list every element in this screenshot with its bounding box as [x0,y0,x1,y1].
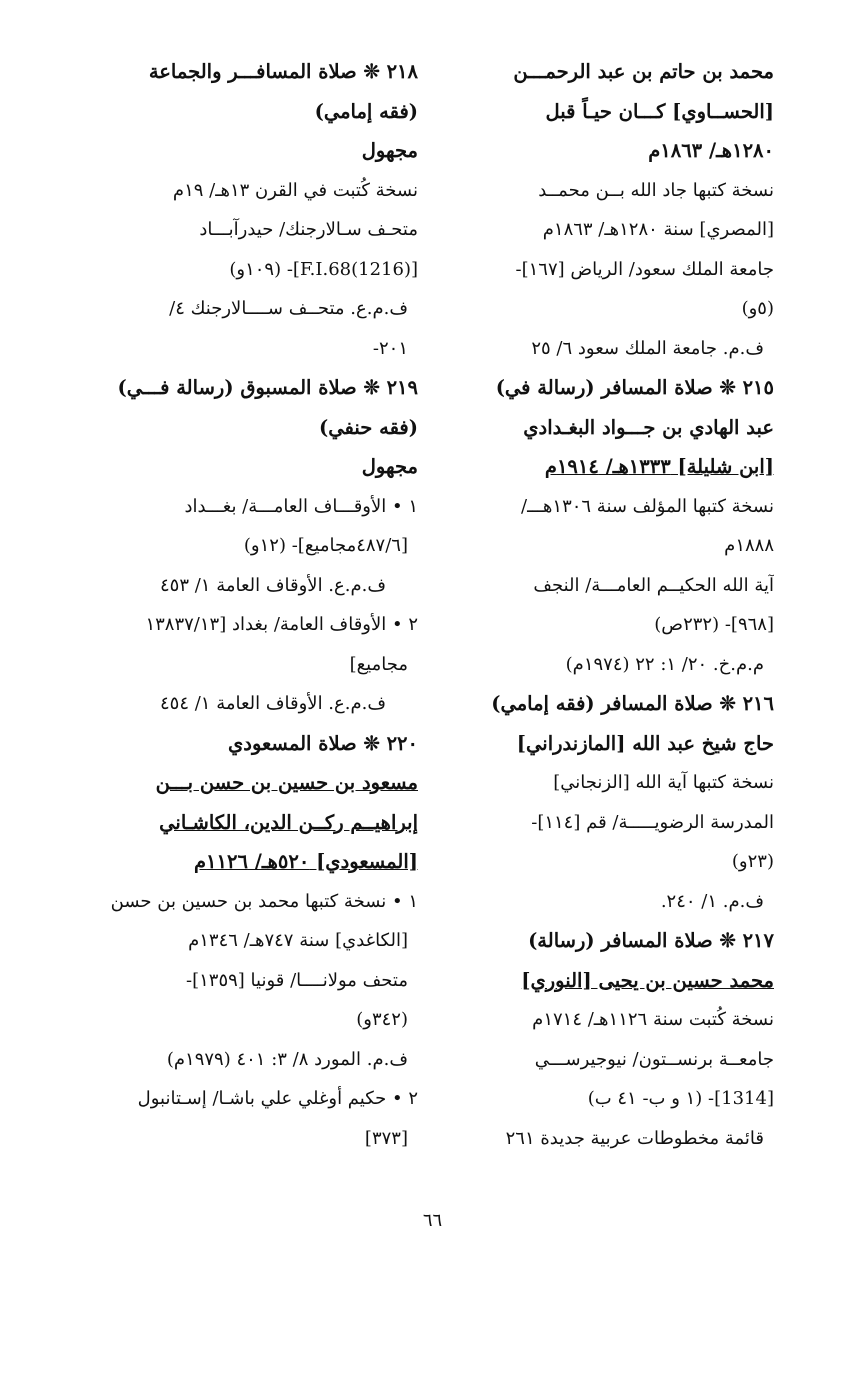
text-line: متحف مولانــــا/ قونيا [١٣٥٩]- [186,969,408,991]
text-line: [ابن شليلة] ١٣٣٣هـ/ ١٩١٤م [544,455,774,478]
text-line: ف.م.ع. الأوقاف العامة ١/ ٤٥٣ [159,574,386,596]
text-line: نسخة كتبها المؤلف سنة ١٣٠٦هـــ/ [521,495,774,517]
text-line: مجهول [361,139,418,162]
text-line: ١ • نسخة كتبها محمد بن حسين بن حسن [110,890,418,912]
text-line: [المسعودي] ٥٢٠هـ/ ١١٢٦م [193,850,418,873]
text-line: إبراهيــم ركــن الدين، الكاشـاني [159,810,418,834]
text-line: ٢١٧ ❊ صلاة المسافر (رسالة) [528,929,774,952]
text-line: ٢١٩ ❊ صلاة المسبوق (رسالة فـــي) [117,376,418,399]
text-line: محمد بن حاتم بن عبد الرحمـــن [513,60,774,83]
text-line: نسخة كتبها آية الله [الزنجاني] [553,772,774,793]
text-line: حاج شيخ عبد الله [المازندراني] [516,731,774,755]
text-line: جامعة الملك سعود/ الرياض [١٦٧]- [515,258,774,280]
text-line: (٥و) [741,298,774,319]
text-line: نسخة كُتبت في القرن ١٣هـ/ ١٩م [172,179,418,201]
page-number: ٦٦ [422,1210,443,1231]
text-line: [٣٧٣] [364,1127,408,1149]
text-line: جامعــة برنســتون/ نيوجيرســـي [534,1048,774,1070]
text-line: ٢٠١- [372,337,408,359]
text-line: [٤٨٧/٦مجاميع]- (١٢و) [243,535,408,556]
text-line: ف.م.ع. متحــف ســــالارجنك ٤/ [169,298,408,319]
text-line: [الكاغدي] سنة ٧٤٧هـ/ ١٣٤٦م [188,930,408,951]
text-line: (٢٣و) [731,851,774,872]
text-line: ف.م. ١/ ٢٤٠. [660,890,764,912]
text-line: [1314]- (١ و ب- ٤١ ب) [587,1088,774,1109]
text-line: ٢ • الأوقاف العامة/ بغداد [١٣٨٣٧/١٣ [145,614,418,635]
text-line: م.م.خ. ٢٠/ ١: ٢٢ (١٩٧٤م) [565,653,764,675]
text-line: ف.م. جامعة الملك سعود ٦/ ٢٥ [531,337,764,359]
text-line: [F.I.68(1216)]- (١٠٩و) [229,258,418,280]
text-line: المدرسة الرضويـــــة/ قم [١١٤]- [531,811,774,833]
text-line: [٩٦٨]- (٢٣٢ص) [654,614,774,635]
text-line: ف.م.ع. الأوقاف العامة ١/ ٤٥٤ [159,693,386,714]
text-line: (٣٤٢و) [356,1009,408,1030]
text-line: قائمة مخطوطات عربية جديدة ٢٦١ [505,1127,764,1149]
text-line: عبد الهادي بن جـــواد البغـدادي [523,415,774,439]
text-line: نسخة كُتبت سنة ١١٢٦هـ/ ١٧١٤م [532,1009,774,1030]
text-line: ٢١٨ ❊ صلاة المسافـــر والجماعة [148,60,418,83]
text-line: ف.م. المورد ٨/ ٣: ٤٠١ (١٩٧٩م) [166,1048,408,1070]
text-line: آية الله الحكيــم العامـــة/ النجف [533,574,774,596]
text-line: ٢٢٠ ❊ صلاة المسعودي [228,731,418,755]
text-line: [الحســاوي] كـــان حيـاً قبل [545,99,774,123]
text-line: (فقه حنفي) [319,415,418,439]
text-line: نسخة كتبها جاد الله بــن محمــد [538,179,774,201]
right-column [418,52,774,1158]
text-line: مسعود بن حسين بن حسن بـــن [155,771,418,794]
text-line: (فقه إمامي) [314,99,418,123]
text-line: ٢١٥ ❊ صلاة المسافر (رسالة في) [495,376,774,399]
text-line: ٢١٦ ❊ صلاة المسافر (فقه إمامي) [491,692,774,715]
left-column [70,52,418,1158]
text-line: مجاميع] [349,653,408,675]
text-line: ١٢٨٠هـ/ ١٨٦٣م [648,139,774,162]
text-line: ٢ • حكيم أوغلي علي باشـا/ إسـتانبول [137,1088,418,1109]
text-line: محمد حسين بن يحيى [النوري] [521,968,774,992]
text-line: ١ • الأوقـــاف العامـــة/ بغـــداد [184,495,418,517]
text-line: ١٨٨٨م [724,535,774,556]
text-line: مجهول [361,455,418,478]
text-line: [المصري] سنة ١٢٨٠هـ/ ١٨٦٣م [542,219,774,240]
text-line: متحـف سـالارجنك/ حيدرآبـــاد [199,219,418,240]
